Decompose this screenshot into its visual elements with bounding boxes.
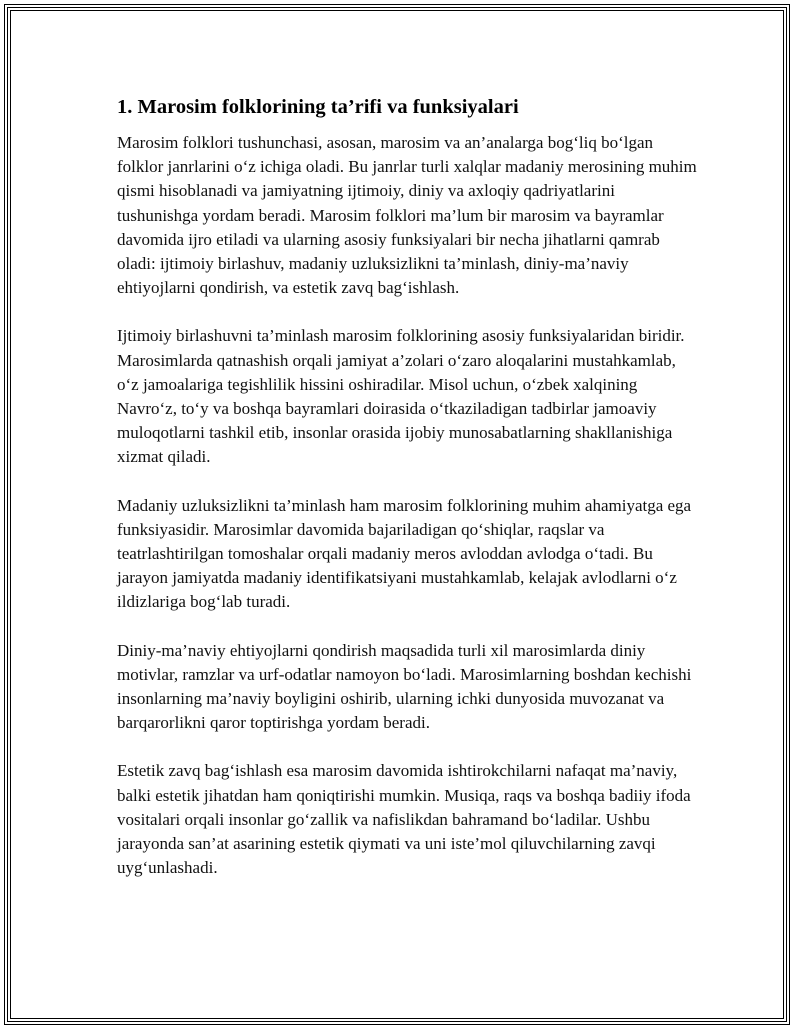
paragraph-cultural-continuity: Madaniy uzluksizlikni ta’minlash ham marosim folklorining muhim ahamiyatga ega funksiyasidir. Marosimlar davomida bajariladigan qo‘shiqlar, raqslar va teatrlashtirilgan tomoshalar orqali madaniy meros avloddan avlodga o‘tadi. Bu jarayon jamiyatda madaniy identifikatsiyani mustahkamlab, kelajak avlodlarni o‘z ildizlariga bog‘lab turadi. — [117, 495, 692, 612]
paragraph-aesthetic-pleasure: Estetik zavq bag‘ishlash esa marosim davomida ishtirokchilarni nafaqat ma’naviy, balki estetik jihatdan ham qoniqtirishi mumkin. Musiqa, raqs va boshqa badiiy ifoda vositalari orqali insonlar go‘zallik va nafislikdan bahramand bo‘ladilar. Ushbu jarayonda san’at asarining estetik qiymati va uni iste’mol qiluvchilarning zavqi uyg‘unlashadi. — [117, 761, 691, 878]
paragraph-social-unity: Ijtimoiy birlashuvni ta’minlash marosim folklorining asosiy funksiyalaridan biridir. Marosimlarda qatnashish orqali jamiyat a’zolari o‘zaro aloqalarini mustahkamlab, o‘z jamoalariga tegishlilik hissini oshiradilar. Misol uchun, o‘zbek xalqining Navro‘z, to‘y va boshqa bayramlari doirasida o‘tkaziladigan tadbirlar jamoaviy muloqotlarni tashkil etib, insonlar orasida ijobiy munosabatlarning shakllanishiga xizmat qiladi. — [117, 326, 685, 467]
paragraph-definition: Marosim folklori tushunchasi, asosan, marosim va an’analarga bog‘liq bo‘lgan folklor janrlarini o‘z ichiga oladi. Bu janrlar turli xalqlar madaniy merosining muhim qismi hisoblanadi va jamiyatning ijtimoiy, diniy va axloqiy qadriyatlarini tushunishga yordam beradi. Marosim folklori ma’lum bir marosim va bayramlar davomida ijro etiladi va ularning asosiy funksiyalari bir necha jihatlarni qamrab oladi: ijtimoiy birlashuv, madaniy uzluksizlikni ta’minlash, diniy-ma’naviy ehtiyojlarni qondirish, va estetik zavq bag‘ishlash. — [117, 133, 697, 298]
paragraph-spiritual-needs: Diniy-ma’naviy ehtiyojlarni qondirish maqsadida turli xil marosimlarda diniy motivlar, ramzlar va urf-odatlar namoyon bo‘ladi. Marosimlarning boshdan kechishi insonlarning ma’naviy boyligini oshirib, ularning ichki dunyosida muvozanat va barqarorlikni qaror toptirishga yordam beradi. — [117, 640, 692, 733]
document-body — [117, 93, 697, 904]
section-heading: 1. Marosim folklorining ta’rifi va funksiyalari — [117, 96, 519, 118]
